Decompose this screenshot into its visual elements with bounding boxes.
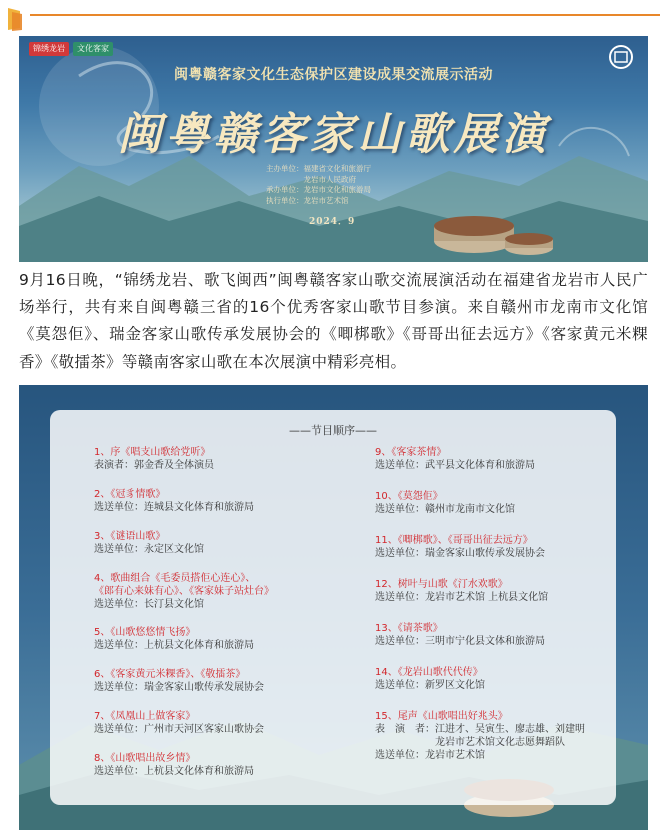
flag-icon	[6, 6, 24, 32]
program-item	[94, 752, 344, 778]
program-card	[50, 410, 616, 805]
program-item-detail: 选送单位：上杭县文化体育和旅游局	[94, 766, 254, 777]
program-item-detail: 选送单位：瑞金客家山歌传承发展协会	[94, 682, 264, 693]
top-divider	[0, 0, 667, 30]
program-item-detail: 表 演 者：江进才、吴寅生、廖志雄、刘建明 龙岩市艺术馆文化志愿舞蹈队 选送单位：龙岩市艺术馆	[375, 724, 585, 761]
program-item-name: 14、《龙岩山歌代代传》	[375, 667, 483, 678]
program-item-detail: 选送单位：上杭县文化体育和旅游局	[94, 640, 254, 651]
program-item-name: 3、《谜语山歌》	[94, 531, 166, 542]
program-item-name: 5、《山歌悠悠情飞扬》	[94, 627, 196, 638]
organizer-line: 主办单位：福建省文化和旅游厅	[266, 164, 371, 173]
organizer-line: 龙岩市人民政府	[266, 174, 356, 184]
program-item	[375, 710, 615, 762]
program-item	[94, 446, 344, 472]
program-item-name: 12、树叶与山歌《汀水欢歌》	[375, 579, 508, 590]
sponsor-logos	[29, 42, 113, 56]
program-item	[94, 488, 344, 514]
program-item-detail: 选送单位：新罗区文化馆	[375, 680, 485, 691]
program-item-detail: 选送单位：广州市天河区客家山歌协会	[94, 724, 264, 735]
divider-line	[30, 14, 660, 16]
program-item-name: 1、序《唱支山歌给党听》	[94, 447, 211, 458]
program-item	[94, 710, 344, 736]
program-item-detail: 选送单位：永定区文化馆	[94, 544, 204, 555]
article-paragraph: 9月16日晚，“锦绣龙岩、歌飞闽西”闽粤赣客家山歌交流展演活动在福建省龙岩市人民广场举行，共有来自闽粤赣三省的16个优秀客家山歌节目参演。来自赣州市龙南市文化馆《莫怨佢》、瑞金客家山歌传承发展协会的《唧梆歌》《哥哥出征去远方》《客家黄元米粿香》《敬擂茶》等赣南客家山歌在本次展演中精彩亮相。	[19, 271, 648, 371]
program-item-detail: 表演者：郭金香及全体演员	[94, 460, 214, 471]
program-item-detail: 选送单位：武平县文化体育和旅游局	[375, 460, 535, 471]
program-item	[375, 490, 615, 516]
program-item-name: 7、《凤凰山上做客家》	[94, 711, 196, 722]
event-date: 2024．9	[309, 217, 356, 227]
program-item-name: 13、《请茶歌》	[375, 623, 443, 634]
organizer-list	[266, 164, 371, 206]
program-item-name: 8、《山歌唱出故乡情》	[94, 753, 196, 764]
event-banner	[19, 36, 648, 262]
program-item-name: 4、歌曲组合《毛委员搭佢心连心》、 《郎有心来妹有心》、《客家妹子站灶台》	[94, 573, 274, 597]
program-item-detail: 选送单位：龙岩市艺术馆 上杭县文化馆	[375, 592, 549, 603]
program-item-detail: 选送单位：长汀县文化馆	[94, 599, 204, 610]
organizer-line: 执行单位：龙岩市艺术馆	[266, 195, 349, 205]
program-item	[375, 578, 615, 604]
banner-title: 闽粤赣客家山歌展演	[117, 109, 550, 160]
program-item-detail: 选送单位：连城县文化体育和旅游局	[94, 502, 254, 513]
program-item-name: 2、《冠豸情歌》	[94, 489, 166, 500]
program-item	[94, 626, 344, 652]
program-item-detail: 选送单位：瑞金客家山歌传承发展协会	[375, 548, 545, 559]
program-item-name: 15、尾声《山歌唱出好兆头》	[375, 711, 508, 722]
program-item	[375, 446, 615, 472]
program-item	[94, 572, 344, 611]
banner-subtitle: 闽粤赣客家文化生态保护区建设成果交流展示活动	[174, 67, 493, 83]
program-poster	[19, 385, 648, 830]
program-title: ——节目顺序——	[289, 424, 377, 437]
program-item	[375, 622, 615, 648]
program-item	[94, 668, 344, 694]
program-item	[375, 666, 615, 692]
program-item-detail: 选送单位：赣州市龙南市文化馆	[375, 504, 515, 515]
logo-badge: 文化客家	[73, 42, 113, 56]
program-item-name: 6、《客家黄元米粿香》、《敬擂茶》	[94, 669, 246, 680]
program-item-name: 11、《唧梆歌》、《哥哥出征去远方》	[375, 535, 533, 546]
program-item	[94, 530, 344, 556]
program-item-detail: 选送单位：三明市宁化县文体和旅游局	[375, 636, 545, 647]
logo-badge: 锦绣龙岩	[29, 42, 69, 56]
program-item-name: 9、《客家茶情》	[375, 447, 447, 458]
program-item	[375, 534, 615, 560]
organizer-line: 承办单位：龙岩市文化和旅游局	[266, 185, 371, 194]
program-item-name: 10、《莫怨佢》	[375, 491, 443, 502]
